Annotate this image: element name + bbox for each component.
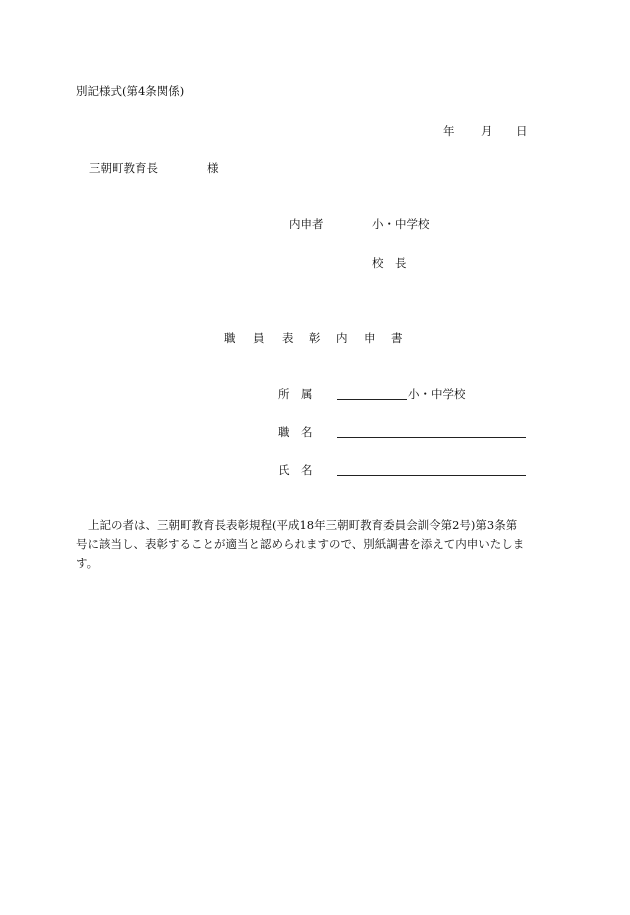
body-line: 号に該当し、表彰することが適当と認められますので、別紙調書を添えて内申いたしま (76, 537, 525, 551)
date-month-label: 月 (481, 124, 493, 138)
affiliation-suffix: 小・中学校 (408, 387, 466, 401)
affiliation-label: 所 属 (278, 387, 313, 401)
affiliation-underline (337, 399, 407, 400)
applicant-principal: 校 長 (372, 256, 407, 270)
title-char: 書 (391, 331, 403, 345)
applicant-school: 小・中学校 (372, 217, 430, 231)
date-day-label: 日 (516, 124, 528, 138)
title-char: 表 (282, 331, 294, 345)
title-char: 職 (224, 331, 236, 345)
form-label: 別記様式(第4条関係) (76, 84, 185, 98)
title-char: 内 (336, 331, 348, 345)
name-underline (337, 475, 526, 476)
addressee-title: 三朝町教育長 (89, 161, 158, 175)
title-char: 彰 (309, 331, 321, 345)
body-line: す。 (76, 556, 99, 570)
body-paragraph (76, 516, 556, 573)
position-underline (337, 437, 526, 438)
title-char: 員 (253, 331, 265, 345)
date-year-label: 年 (443, 124, 455, 138)
name-label: 氏 名 (278, 463, 313, 477)
applicant-label: 内申者 (289, 217, 324, 231)
body-line: 上記の者は、三朝町教育長表彰規程(平成18年三朝町教育委員会訓令第2号)第3条第 (88, 518, 518, 532)
addressee-honorific: 様 (207, 161, 219, 175)
title-char: 申 (364, 331, 376, 345)
position-label: 職 名 (278, 425, 313, 439)
